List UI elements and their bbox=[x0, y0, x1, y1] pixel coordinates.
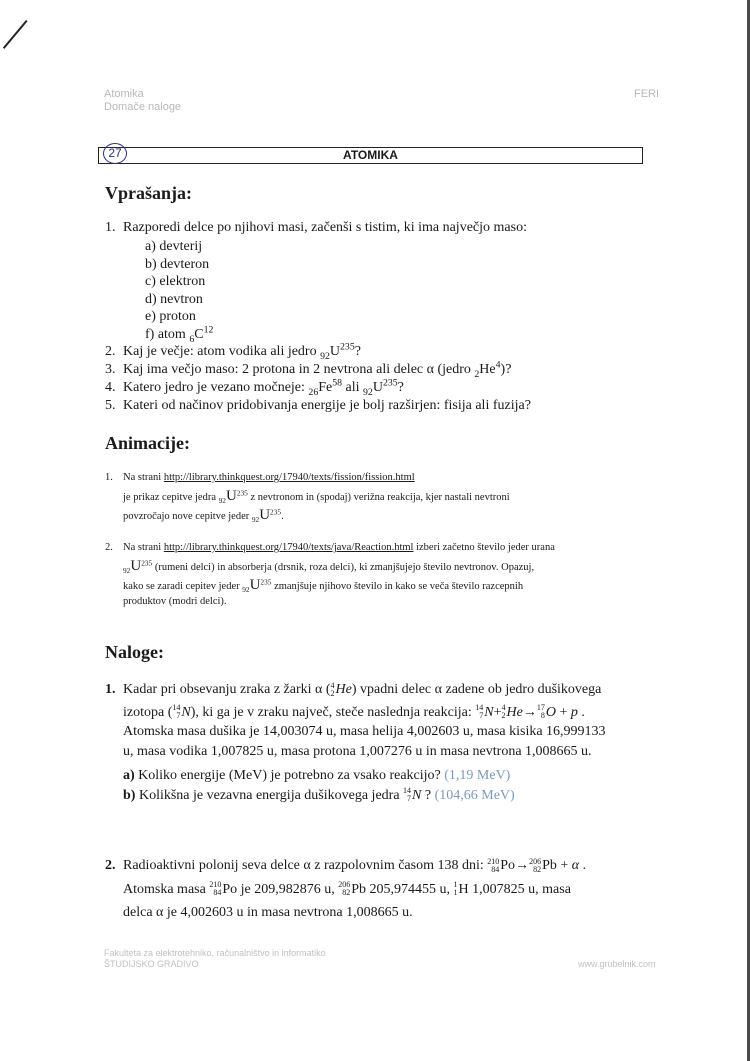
question-5-text: Kateri od načinov pridobivanja energije je bolj razširjen: fisija ali fuzija? bbox=[123, 398, 531, 413]
question-3-text: Kaj ima večjo maso: 2 protona in 2 nevtrona ali delec α (jedro bbox=[123, 362, 471, 377]
footer-material: ŠTUDIJSKO GRADIVO bbox=[104, 959, 199, 969]
animation-1-line3: povzročajo nove cepitve jeder bbox=[123, 511, 250, 522]
animation-1-link[interactable]: http://library.thinkquest.org/17940/texts/fission/fission.html bbox=[163, 472, 415, 483]
option-f-text: f) atom bbox=[145, 326, 186, 342]
header-course: Atomika bbox=[104, 88, 144, 100]
page-title: ATOMIKA bbox=[343, 148, 398, 162]
task-1-line3: Atomska masa dušika je 14,003074 u, masa helija 4,002603 u, masa kisika 16,999133 bbox=[123, 724, 606, 739]
task-1b-text: Kolikšna je vezavna energija dušikovega jedra bbox=[138, 787, 400, 803]
question-4-or: ali bbox=[345, 380, 360, 395]
task-2-line2a: Atomska masa bbox=[123, 881, 206, 897]
section-animacije: Animacije: bbox=[105, 433, 190, 453]
question-1-text: Razporedi delce po njihovi masi, začenši s tistim, ki ima največjo maso: bbox=[123, 220, 527, 235]
option-b: b) devteron bbox=[145, 256, 210, 272]
question-5: 5. Kateri od načinov pridobivanja energije je bolj razširjen: fisija ali fuzija? bbox=[105, 398, 531, 413]
header-left bbox=[104, 88, 181, 114]
task-2-line2c: 205,974455 u, bbox=[369, 881, 451, 897]
header-subtitle: Domače naloge bbox=[104, 101, 182, 113]
animation-2-line1: izberi začetno število jeder urana bbox=[416, 542, 555, 553]
task-2-line1: Radioaktivni polonij seva delce α z razpolovnim časom 138 dni: bbox=[123, 858, 484, 873]
question-2-text: Kaj je večje: atom vodika ali jedro bbox=[123, 344, 317, 359]
option-a: a) devterij bbox=[145, 239, 203, 254]
task-1-line1a: Kadar pri obsevanju zraka z žarki α ( bbox=[123, 682, 331, 697]
animation-2-link[interactable]: http://library.thinkquest.org/17940/texts/java/Reaction.html bbox=[163, 542, 414, 553]
animation-2-prefix: Na strani bbox=[123, 542, 162, 553]
footer-right: www.grubelnik.com bbox=[578, 959, 656, 969]
question-2: 2. Kaj je večje: atom vodika ali jedro $_{92}U^{235}$? bbox=[105, 341, 361, 362]
animation-2-line4: produktov (modri delci). bbox=[123, 596, 227, 607]
animation-1: 1. Na strani http://library.thinkquest.org/17940/texts/fission/fission.html je prikaz cepitve jedra $_{92}U^{235}$ z nevtronom in (spodaj) verižna reakcija, kjer nastali nevtroni povzročajo nove cepitve jeder $_{92}U^{235}$. bbox=[105, 472, 510, 525]
task-1-line4: u, masa vodika 1,007825 u, masa protona 1,007276 u in masa nevtrona 1,008665 u. bbox=[123, 743, 592, 759]
title-bar bbox=[98, 147, 643, 164]
pen-mark bbox=[3, 20, 28, 49]
handwritten-number: 27 bbox=[103, 143, 127, 164]
section-naloge: Naloge: bbox=[105, 642, 164, 662]
option-d: d) nevtron bbox=[145, 291, 203, 307]
task-1a-text: Koliko energije (MeV) je potrebno za vsako reakcijo? bbox=[138, 768, 441, 783]
footer-left bbox=[104, 948, 326, 970]
question-4: 4. Katero jedro je vezano močneje: $_{26}Fe^{58}$ ali $_{92}U^{235}$? bbox=[105, 377, 404, 398]
task-1a-answer: (1,19 MeV) bbox=[444, 768, 511, 783]
animation-1-line2b: z nevtronom in (spodaj) verižna reakcija, kjer nastali nevtroni bbox=[250, 492, 510, 503]
animation-1-line2a: je prikaz cepitve jedra bbox=[123, 492, 216, 503]
question-3: 3. Kaj ima večjo maso: 2 protona in 2 nevtrona ali delec α (jedro $_2He^4$)? bbox=[105, 359, 512, 380]
question-1: 1. Razporedi delce po njihovi masi, začenši s tistim, ki ima največjo maso: bbox=[105, 220, 527, 235]
option-e: e) proton bbox=[145, 309, 196, 324]
task-2-line2b: je 209,982876 u, bbox=[240, 881, 335, 897]
task-1: 1. Kadar pri obsevanju zraka z žarki α (4 2He) vpadni delec α zadene ob jedro dušikovega izotopa (14 7N), ki ga je v zraku največ, steče naslednja reakcija: 14 7N+4 2He→17 8O + p . Atomska masa dušika je 14,003074 u, masa helija 4,002603 u, masa kisika 16,999133 u, masa vodika 1,007825 u, masa protona 1,007276 u in masa nevtrona 1,008665 u. a) Koliko energije (MeV) je potrebno za vsako reakcijo? (1,19 MeV) b) Kolikšna je vezavna energija dušikovega jedra 14 7N ? (104,66 MeV) bbox=[105, 680, 645, 805]
animation-2: 2. Na strani http://library.thinkquest.org/17940/texts/java/Reaction.html izberi začetno število jeder urana $_{92}U^{235}$ (rumeni delci) in absorberja (drsnik, roza delci), ki zmanjšujejo število nevtronov. Opazuj, kako se zaradi cepitev jeder $_{92}U^{235}$ zmanjšuje njihovo število in kako se veča število razcepnih produktov (modri delci). bbox=[105, 542, 555, 607]
task-2: 2. Radioaktivni polonij seva delce α z razpolovnim časom 138 dni: 210 84Po→206 82Pb + α . Atomska masa 210 84Po je 209,982876 u, 206 82Pb 205,974455 u, 1 1H 1,007825 u, masa delca α je 4,002603 u in masa nevtrona 1,008665 u. bbox=[105, 856, 645, 923]
animation-2-line2: (rumeni delci) in absorberja (drsnik, roza delci), ki zmanjšujejo število nevtronov. Opazuj, bbox=[154, 562, 535, 573]
animation-2-line3b: zmanjšuje njihovo število in kako se veča število razcepnih bbox=[274, 581, 524, 592]
task-1-line2a: izotopa ( bbox=[123, 704, 173, 720]
footer-faculty: Fakulteta za elektrotehniko, računalništvo in informatiko bbox=[104, 948, 326, 958]
task-2-line3: delca α je 4,002603 u in masa nevtrona 1,008665 u. bbox=[123, 905, 413, 920]
animation-2-line3a: kako se zaradi cepitev jeder bbox=[123, 581, 240, 592]
section-vprasanja: Vprašanja: bbox=[105, 183, 193, 203]
task-2-line2d: 1,007825 u, masa bbox=[472, 881, 571, 897]
option-c: c) elektron bbox=[145, 274, 206, 289]
question-4-text: Katero jedro je vezano močneje: bbox=[123, 380, 305, 395]
header-right: FERI bbox=[634, 88, 660, 100]
task-1-line2b: ), ki ga je v zraku največ, steče naslednja reakcija: bbox=[190, 704, 472, 720]
animation-1-prefix: Na strani bbox=[123, 472, 162, 483]
task-1-line1b: ) vpadni delec α zadene ob jedro dušikovega bbox=[351, 682, 602, 697]
option-f: f) atom $_6C^{12}$ bbox=[145, 323, 214, 345]
task-1b-answer: (104,66 MeV) bbox=[434, 787, 515, 803]
